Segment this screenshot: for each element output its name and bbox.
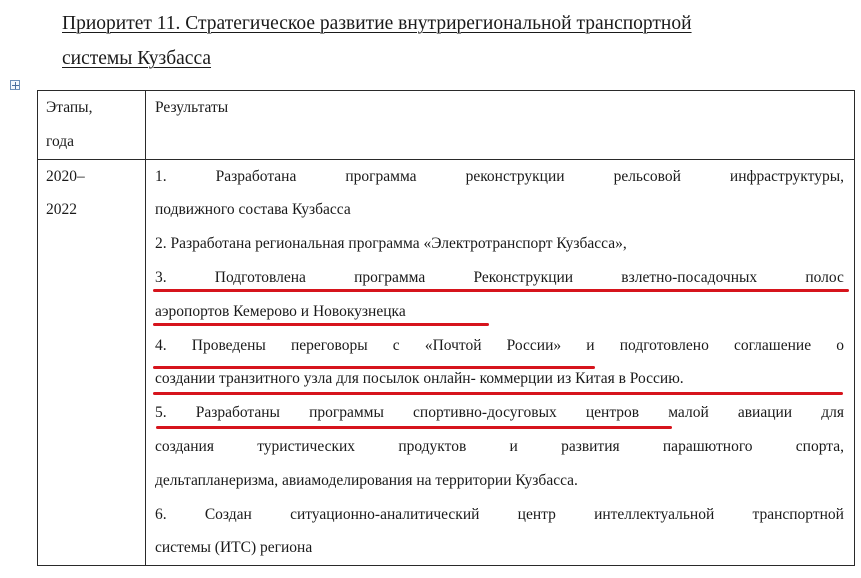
- heading-line-1: Приоритет 11. Стратегическое развитие внутрирегиональной транспортной: [62, 13, 692, 34]
- word: развития: [561, 437, 620, 455]
- word: Реконструкции: [473, 268, 574, 286]
- word: авиации: [737, 404, 793, 422]
- table-row: [38, 159, 855, 566]
- header-stage-line: года: [46, 132, 75, 150]
- results-cell[interactable]: [146, 159, 855, 566]
- word: 6.: [155, 505, 167, 523]
- word: России»: [506, 336, 562, 354]
- word: взлетно-посадочных: [621, 268, 758, 286]
- stage-line: 2022: [46, 201, 77, 219]
- word: ситуационно-аналитический: [290, 505, 480, 523]
- word: подготовлено: [619, 336, 709, 354]
- red-underline-annotation: [153, 392, 843, 395]
- word: 1.: [155, 167, 167, 185]
- red-underline-annotation: [153, 323, 489, 326]
- heading-line-2: системы Кузбасса: [62, 48, 212, 69]
- result-item-5-line-2: [155, 430, 844, 464]
- word: о: [836, 336, 844, 354]
- results-table: [37, 90, 855, 566]
- stage-line: 2020–: [46, 167, 85, 185]
- red-underline-annotation: [156, 426, 672, 429]
- word: туристических: [257, 437, 356, 455]
- header-results-label: Результаты: [155, 99, 229, 116]
- word: для: [821, 404, 844, 422]
- word: переговоры: [290, 336, 368, 354]
- word: спорта,: [795, 437, 844, 455]
- word: 5.: [155, 404, 167, 422]
- move-table-icon[interactable]: [10, 80, 20, 90]
- result-item-1-line-1: [155, 160, 844, 194]
- word: соглашение: [733, 336, 812, 354]
- header-results-cell[interactable]: [146, 91, 855, 160]
- result-item-5-line-3: дельтапланеризма, авиамоделирования на территории Кузбасса.: [155, 471, 578, 489]
- word: центр: [517, 505, 556, 523]
- header-stage-cell[interactable]: [38, 91, 146, 160]
- word: Создан: [204, 505, 252, 523]
- word: программы: [309, 404, 384, 422]
- word: парашютного: [662, 437, 753, 455]
- result-item-2-line-1: 2. Разработана региональная программа «Электротранспорт Кузбасса»,: [155, 235, 627, 253]
- word: спортивно-досуговых: [413, 404, 557, 422]
- word: рельсовой: [613, 167, 681, 185]
- word: и: [509, 437, 518, 455]
- word: полос: [805, 268, 844, 286]
- word: инфраструктуры,: [729, 167, 844, 185]
- word: Разработаны: [195, 404, 280, 422]
- page-heading: [62, 6, 852, 76]
- word: интеллектуальной: [594, 505, 715, 523]
- result-item-6-line-2: системы (ИТС) региона: [155, 539, 313, 557]
- result-item-4-line-1: [155, 329, 844, 363]
- word: малой: [668, 404, 709, 422]
- result-item-3-line-2: аэропортов Кемерово и Новокузнецка: [155, 302, 406, 320]
- table-header-row: [38, 91, 855, 160]
- word: и: [586, 336, 595, 354]
- word: Разработана: [215, 167, 297, 185]
- word: транспортной: [752, 505, 844, 523]
- result-item-4-line-2: создании транзитного узла для посылок онлайн- коммерции из Китая в Россию.: [155, 370, 684, 388]
- word: центров: [585, 404, 640, 422]
- header-stage-line: Этапы,: [46, 99, 93, 116]
- word: создания: [155, 437, 214, 455]
- word: 4.: [155, 336, 167, 354]
- word: программа: [354, 268, 426, 286]
- word: 3.: [155, 268, 167, 286]
- word: с: [392, 336, 400, 354]
- word: Проведены: [191, 336, 266, 354]
- red-underline-annotation: [153, 366, 595, 369]
- result-item-5-line-1: [155, 396, 844, 430]
- word: реконструкции: [465, 167, 565, 185]
- result-item-1-line-2: подвижного состава Кузбасса: [155, 201, 351, 219]
- word: продуктов: [398, 437, 467, 455]
- stage-cell[interactable]: [38, 159, 146, 566]
- red-underline-annotation: [153, 289, 849, 292]
- word: «Почтой: [424, 336, 482, 354]
- word: программа: [345, 167, 417, 185]
- result-item-6-line-1: [155, 498, 844, 532]
- word: Подготовлена: [214, 268, 306, 286]
